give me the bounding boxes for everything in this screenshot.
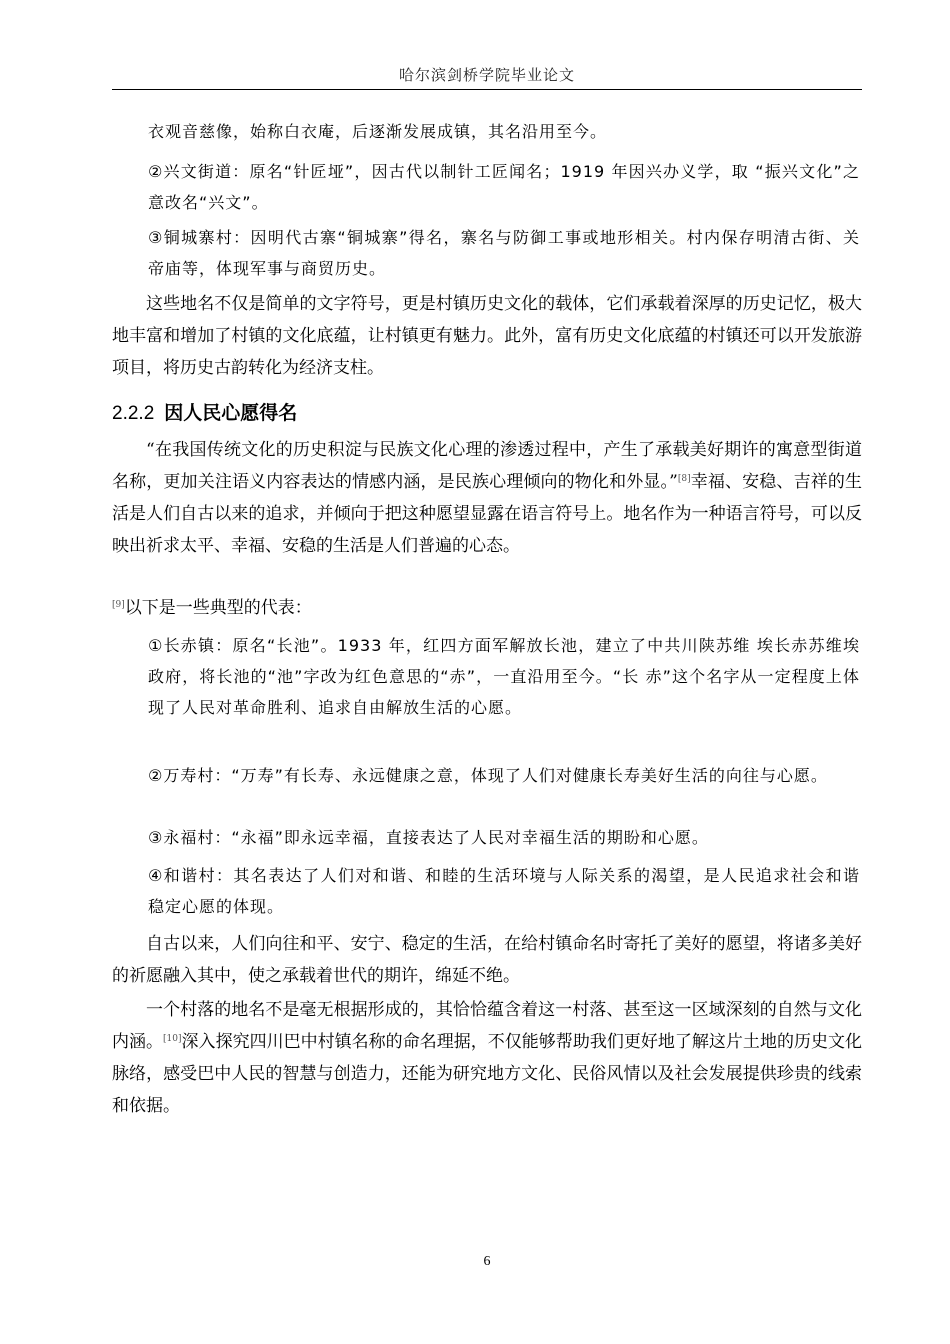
paragraph-text: 一个村落的地名不是毫无根据形成的，其恰恰蕴含着这一村落、甚至这一区域深刻的自然与文化内涵。	[112, 1000, 862, 1052]
list-item: ①长赤镇：原名“长池”。1933 年，红四方面军解放长池，建立了中共川陕苏维 埃长赤苏维埃政府，将长池的“池”字改为红色意思的“赤”，一直沿用至今。“长 赤”这个名字从一定程度上体现了人民对革命胜利、追求自由解放生活的心愿。	[148, 636, 860, 717]
list-item: ④和谐村：其名表达了人们对和谐、和睦的生活环境与人际关系的渴望，是人民追求社会和谐稳定心愿的体现。	[148, 866, 860, 916]
citation: [10]	[163, 1034, 182, 1044]
paragraph-text: 这些地名不仅是简单的文字符号，更是村镇历史文化的载体，它们承载着深厚的历史记忆，极大地丰富和增加了村镇的文化底蕴，让村镇更有魅力。此外，富有历史文化底蕴的村镇还可以开发旅游项目，将历史古韵转化为经济支柱。	[112, 294, 862, 378]
paragraph	[112, 592, 862, 624]
paragraph	[112, 434, 862, 562]
list-item: ③铜城寨村：因明代古寨“铜城寨”得名，寨名与防御工事或地形相关。村内保存明清古街、关帝庙等，体现军事与商贸历史。	[148, 228, 860, 278]
quote-text: “在我国传统文化的历史积淀与民族文化心理的渗透过程中，产生了承载美好期许的寓意型街道名称，更加关注语义内容表达的情感内涵，是民族心理倾向的物化和外显。”	[112, 440, 862, 492]
citation: [8]	[677, 474, 691, 484]
list-item: ③永福村：“永福”即永远幸福，直接表达了人民对幸福生活的期盼和心愿。	[148, 828, 709, 847]
paragraph-text: 幸福、安稳、吉祥的生活是人们自古以来的追求，并倾向于把这种愿望显露在语言符号上。地名作为一种语言符号，可以反映出祈求太平、幸福、安稳的生活是人们普遍的心态。	[112, 472, 862, 556]
paragraph	[112, 994, 862, 1122]
paragraph	[112, 928, 862, 992]
citation: [9]	[112, 600, 125, 610]
page-header: 哈尔滨剑桥学院毕业论文	[398, 68, 575, 84]
paragraph-text: 深入探究四川巴中村镇名称的命名理据，不仅能够帮助我们更好地了解这片土地的历史文化脉络，感受巴中人民的智慧与创造力，还能为研究地方文化、民俗风情以及社会发展提供珍贵的线索和依据。	[112, 1032, 863, 1116]
page-number: 6	[483, 1254, 491, 1269]
paragraph-text: 自古以来，人们向往和平、安宁、稳定的生活，在给村镇命名时寄托了美好的愿望，将诸多美好的祈愿融入其中，使之承载着世代的期许，绵延不绝。	[112, 934, 862, 986]
section-number: 2.2.2	[112, 403, 155, 424]
header-rule	[112, 89, 862, 90]
paragraph-text: 以下是一些典型的代表：	[124, 598, 312, 618]
list-item: ②万寿村：“万寿”有长寿、永远健康之意，体现了人们对健康长寿美好生活的向往与心愿。	[148, 766, 828, 785]
paragraph	[112, 288, 862, 384]
section-heading	[112, 398, 862, 425]
list-item: 衣观音慈像，始称白衣庵，后逐渐发展成镇，其名沿用至今。	[148, 122, 608, 141]
list-item: ②兴文街道：原名“针匠垭”，因古代以制针工匠闻名；1919 年因兴办义学，取 “振兴文化”之意改名“兴文”。	[148, 162, 860, 212]
section-title: 因人民心愿得名	[164, 402, 298, 424]
